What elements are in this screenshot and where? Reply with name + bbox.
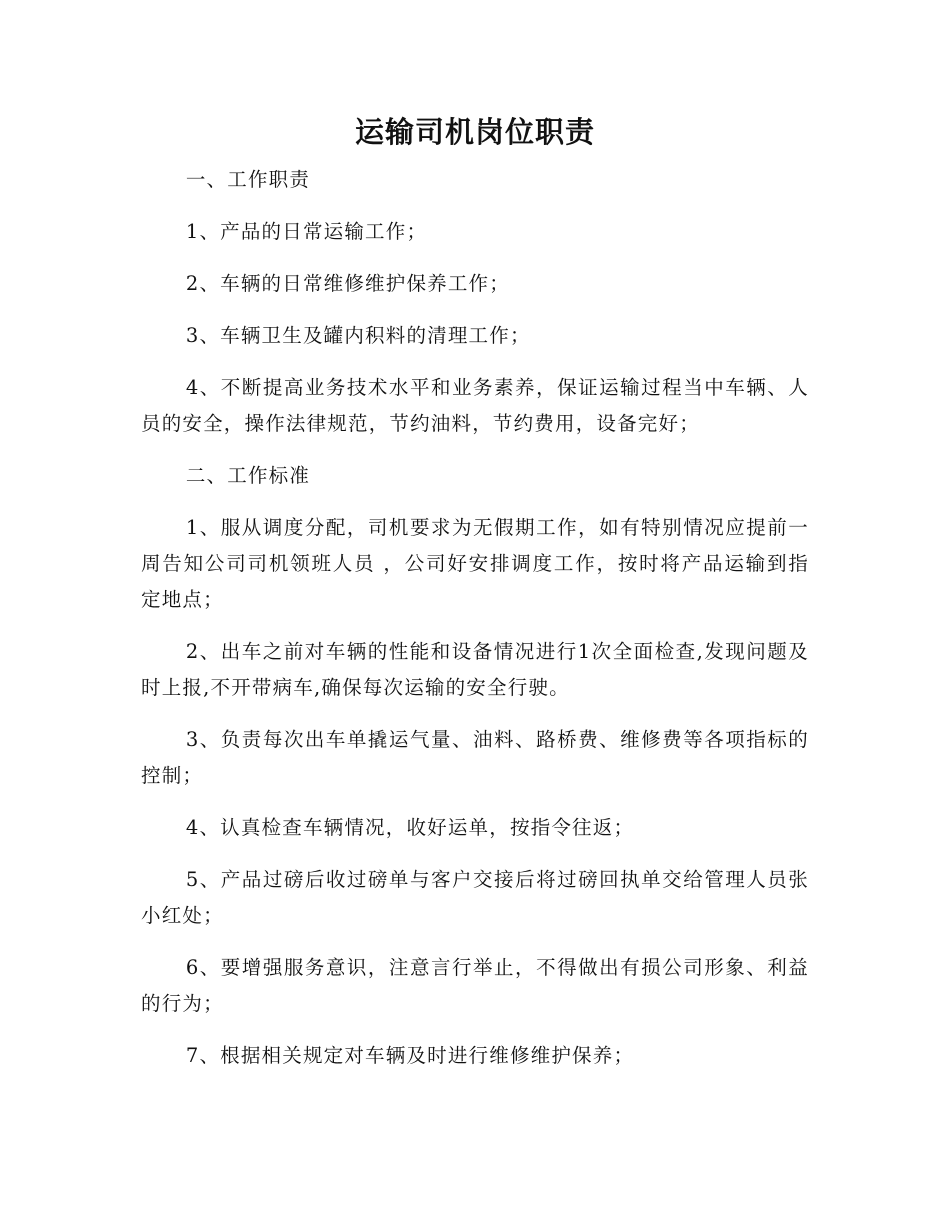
document-title: 运输司机岗位职责 xyxy=(354,115,595,149)
duty-item-4: 4、不断提高业务技术水平和业务素养，保证运输过程当中车辆、人员的安全，操作法律规范，节约油料，节约费用，设备完好； xyxy=(141,376,809,435)
standard-item-4: 4、认真检查车辆情况，收好运单，按指令往返； xyxy=(185,816,635,839)
standard-item-1: 1、服从调度分配，司机要求为无假期工作，如有特别情况应提前一周告知公司司机领班人员 ，公司好安排调度工作，按时将产品运输到指定地点； xyxy=(141,516,809,611)
standard-item-7: 7、根据相关规定对车辆及时进行维修维护保养； xyxy=(185,1044,635,1067)
duty-item-2: 2、车辆的日常维修维护保养工作； xyxy=(185,272,510,295)
standard-item-6: 6、要增强服务意识，注意言行举止，不得做出有损公司形象、利益的行为； xyxy=(141,956,809,1015)
standard-item-3: 3、负责每次出车单撬运气量、油料、路桥费、维修费等各项指标的控制； xyxy=(141,728,809,787)
duty-item-3: 3、车辆卫生及罐内积料的清理工作； xyxy=(185,324,531,347)
standard-item-5: 5、产品过磅后收过磅单与客户交接后将过磅回执单交给管理人员张小红处； xyxy=(141,868,809,927)
document-body xyxy=(141,162,809,1090)
section-heading-duties: 一、工作职责 xyxy=(185,168,311,191)
standard-item-2: 2、出车之前对车辆的性能和设备情况进行1次全面检查,发现问题及时上报,不开带病车,确保每次运输的安全行驶。 xyxy=(141,640,809,699)
duty-item-1: 1、产品的日常运输工作； xyxy=(185,220,428,243)
section-heading-standards: 二、工作标准 xyxy=(185,464,311,487)
